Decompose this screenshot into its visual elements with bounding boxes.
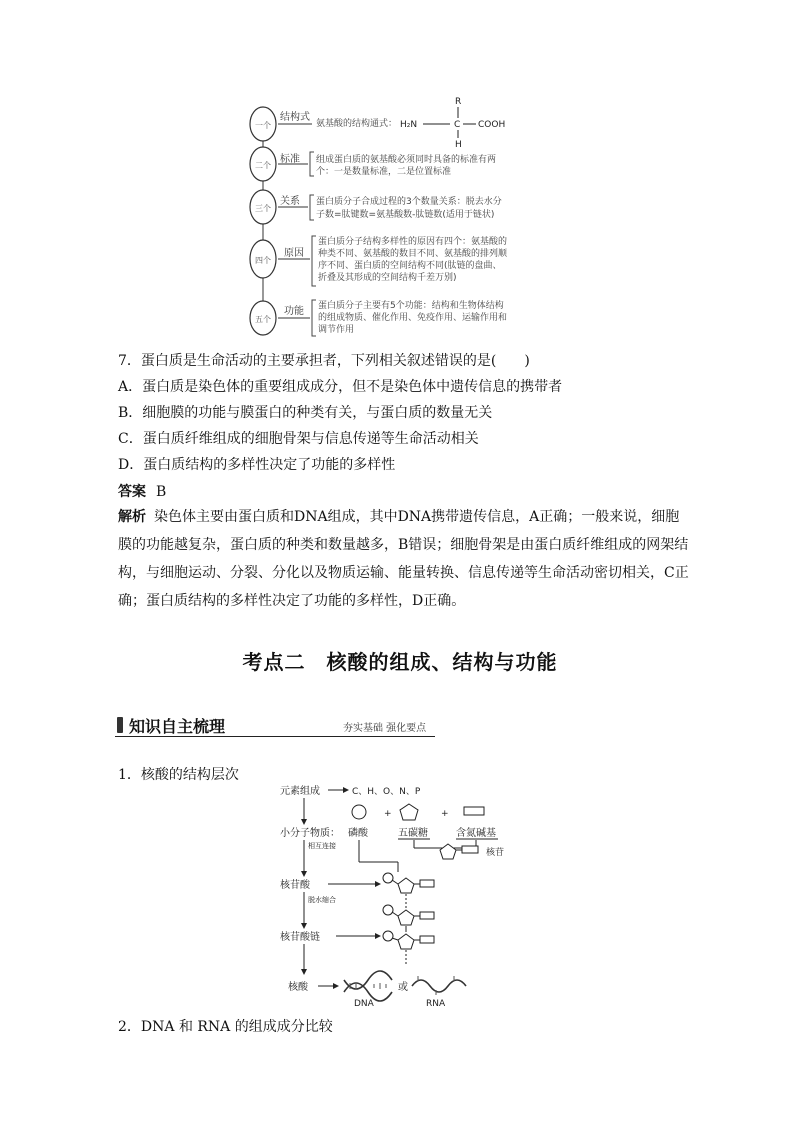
banner-title: 知识自主梳理 (129, 717, 226, 736)
banner-underline (115, 736, 435, 737)
svg-text:的组成物质、催化作用、免疫作用、运输作用和: 的组成物质、催化作用、免疫作用、运输作用和 (318, 313, 508, 323)
item-2-heading: 2．DNA 和 RNA 的组成成分比较 (118, 1019, 333, 1035)
svg-text:四个: 四个 (255, 256, 271, 265)
option-c: C．蛋白质纤维组成的细胞骨架与信息传递等生命活动相关 (118, 431, 479, 447)
structure-text: 氨基酸的结构通式： (316, 119, 398, 129)
dna-label: DNA (354, 999, 374, 1008)
svg-text:C: C (454, 120, 461, 130)
svg-text:COOH: COOH (478, 120, 506, 130)
base-label: 含氮碱基 (456, 828, 496, 839)
svg-text:折叠及其形成的空间结构千差万别): 折叠及其形成的空间结构千差万别) (318, 273, 457, 283)
node-5 (250, 301, 276, 335)
question-stem: 7．蛋白质是生命活动的主要承担者，下列相关叙述错误的是( ) (118, 353, 530, 369)
svg-text:序不同、蛋白质的空间结构不同(肽链的盘曲、: 序不同、蛋白质的空间结构不同(肽链的盘曲、 (318, 261, 502, 271)
nucleotide-label: 核苷酸 (280, 880, 310, 891)
knowledge-banner (115, 711, 445, 739)
phosphate-label: 磷酸 (348, 828, 368, 839)
dehydrate-label: 脱水缩合 (308, 896, 336, 904)
svg-text:个：一是数量标准，二是位置标准: 个：一是数量标准，二是位置标准 (316, 167, 452, 177)
svg-text:+: + (384, 809, 392, 819)
protein-concept-map (240, 92, 570, 342)
amino-acid-formula (400, 97, 505, 150)
svg-text:H₂N: H₂N (400, 120, 418, 130)
phosphate-icon (352, 805, 366, 819)
answer-line (118, 481, 166, 501)
option-d: D．蛋白质结构的多样性决定了功能的多样性 (118, 457, 396, 473)
svg-text:蛋白质分子合成过程的3个数量关系：脱去水分: 蛋白质分子合成过程的3个数量关系：脱去水分 (316, 197, 502, 207)
node-1-text: 一个 (255, 121, 271, 130)
svg-text:二个: 二个 (255, 161, 271, 170)
pentose-label: 五碳糖 (398, 828, 428, 839)
rna-strand-icon (412, 976, 466, 995)
or-label: 或 (398, 982, 408, 993)
explanation-label: 解析 (118, 509, 146, 525)
node-4 (250, 240, 276, 278)
svg-text:H: H (455, 140, 462, 150)
chain-icon (398, 934, 414, 949)
svg-text:组成蛋白质的氨基酸必须同时具备的标准有两: 组成蛋白质的氨基酸必须同时具备的标准有两 (316, 155, 497, 165)
svg-text:种类不同、氨基酸的数目不同、氨基酸的排列顺: 种类不同、氨基酸的数目不同、氨基酸的排列顺 (318, 249, 508, 259)
banner-marker-icon (117, 717, 123, 733)
option-b: B．细胞膜的功能与膜蛋白的种类有关，与蛋白质的数量无关 (118, 405, 493, 421)
answer-value: B (156, 484, 167, 500)
svg-text:子数=肽键数=氨基酸数-肽链数(适用于链状): 子数=肽键数=氨基酸数-肽链数(适用于链状) (316, 210, 495, 220)
explanation (118, 503, 693, 615)
connect-label: 相互连接 (308, 842, 336, 850)
label-structure: 结构式 (280, 112, 310, 123)
pentose-icon (400, 804, 418, 820)
item-1-heading: 1．核酸的结构层次 (118, 767, 239, 783)
rna-label: RNA (426, 999, 446, 1008)
banner-subtitle: 夯实基础 强化要点 (343, 723, 427, 734)
nucleotide-icon (398, 878, 414, 893)
svg-text:蛋白质分子主要有5个功能：结构和生物体结构: 蛋白质分子主要有5个功能：结构和生物体结构 (318, 301, 504, 311)
base-icon (464, 807, 484, 815)
svg-text:三个: 三个 (255, 204, 271, 213)
chain-label: 核苷酸链 (280, 932, 320, 943)
section-title: 考点二 核酸的组成、结构与功能 (242, 650, 558, 674)
option-a: A．蛋白质是染色体的重要组成成分，但不是染色体中遗传信息的携带者 (118, 379, 563, 395)
nucleic-acid-svg (280, 778, 520, 1008)
small-molecule-label: 小分子物质： (280, 828, 340, 839)
explanation-text: 染色体主要由蛋白质和DNA组成，其中DNA携带遗传信息，A正确；一般来说，细胞膜的功能越复杂，蛋白质的种类和数量越多，B错误；细胞骨架是由蛋白质纤维组成的网架结构，与细胞运动、分裂、分化以及物质运输、能量转换、信息传递等生命活动密切相关，C正确；蛋白质结构的多样性决定了功能的多样性，D正确。 (118, 509, 689, 609)
nucleoside-base-icon (462, 846, 478, 853)
elements-text: C、H、O、N、P (352, 787, 421, 797)
svg-text:+: + (441, 809, 449, 819)
svg-text:调节作用: 调节作用 (318, 325, 355, 335)
node-2 (250, 147, 276, 181)
nucleoside-sugar-icon (440, 844, 456, 859)
svg-text:五个: 五个 (255, 315, 271, 324)
label-standard: 标准 (280, 154, 300, 165)
node-3 (250, 190, 276, 224)
nucleic-acid-diagram (280, 778, 520, 1008)
nucleoside-label: 核苷 (486, 848, 505, 858)
nucleic-label: 核酸 (288, 982, 308, 993)
svg-text:R: R (455, 97, 462, 107)
answer-label: 答案 (118, 484, 146, 500)
svg-text:蛋白质分子结构多样性的原因有四个：氨基酸的: 蛋白质分子结构多样性的原因有四个：氨基酸的 (318, 237, 508, 247)
dna-helix-icon (344, 971, 392, 1001)
label-reason: 原因 (284, 248, 304, 259)
element-label: 元素组成 (280, 786, 320, 797)
label-function: 功能 (284, 306, 304, 317)
label-relation: 关系 (280, 196, 300, 207)
concept-map-svg (240, 92, 570, 342)
node-1 (250, 107, 276, 141)
